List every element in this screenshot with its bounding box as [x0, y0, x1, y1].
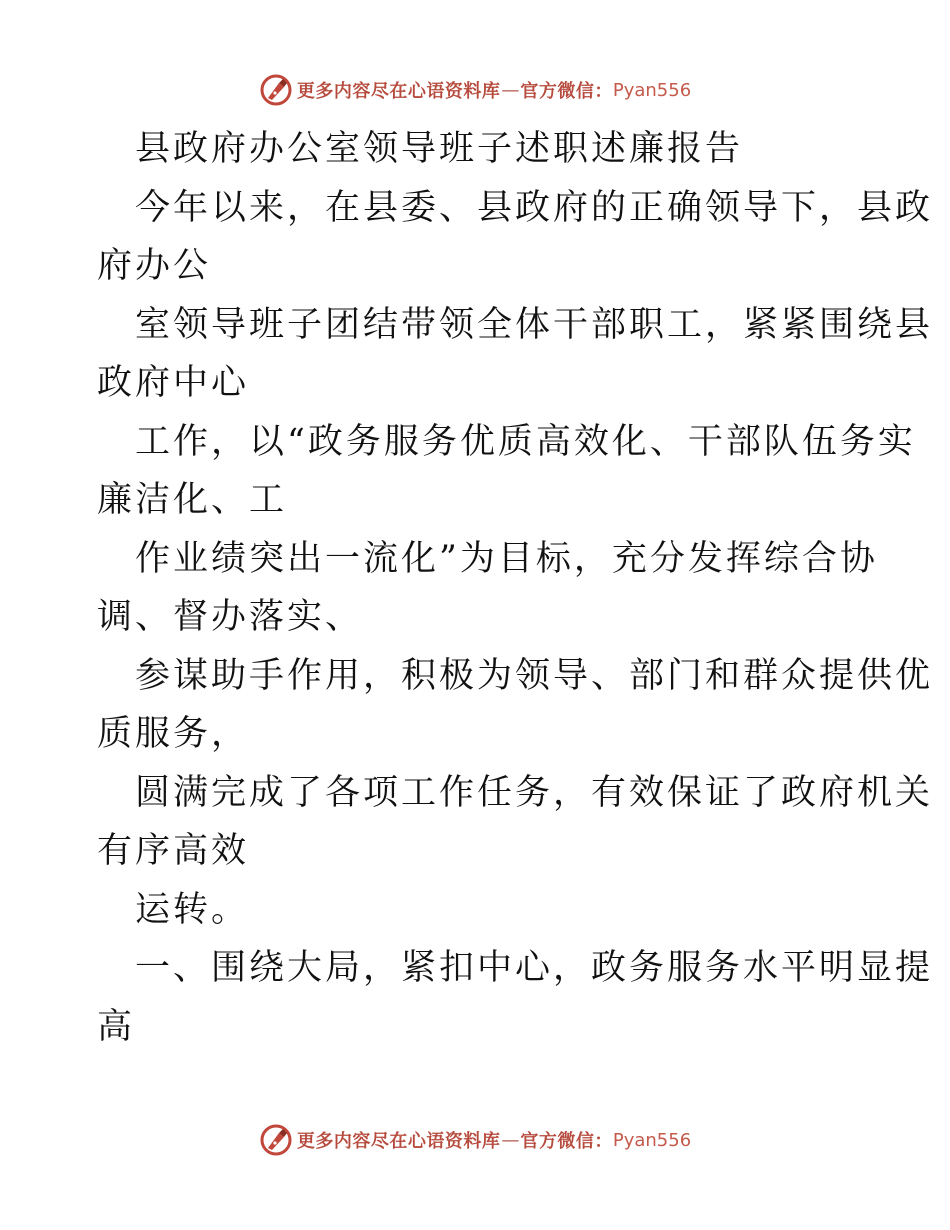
paragraph-line: 今年以来，在县委、县政府的正确领导下，县政	[135, 187, 934, 228]
paragraph-line: 廉洁化、工	[97, 480, 288, 520]
paragraph-line: 室领导班子团结带领全体干部职工，紧紧围绕县	[135, 304, 934, 345]
paragraph-line: 工作，以“政务服务优质高效化、干部队伍务实	[135, 421, 916, 462]
watermark-account: Pyan556	[612, 1129, 692, 1151]
paragraph-line: 圆满完成了各项工作任务，有效保证了政府机关	[135, 772, 934, 813]
pen-nib-circle-icon	[259, 73, 293, 107]
document-body	[97, 120, 934, 1056]
watermark-wechat-label: 官方微信：	[520, 1131, 613, 1152]
paragraph-line: 质服务，	[97, 714, 250, 754]
paragraph-line: 调、督办落实、	[97, 597, 364, 637]
pen-nib-circle-icon	[259, 1123, 293, 1157]
paragraph-line: 参谋助手作用，积极为领导、部门和群众提供优	[135, 655, 934, 696]
document-title: 县政府办公室领导班子述职述廉报告	[135, 129, 744, 169]
paragraph-line: 有序高效	[97, 831, 250, 871]
section-heading: 一、围绕大局，紧扣中心，政务服务水平明显提	[135, 948, 934, 988]
paragraph-line: 作业绩突出一流化”为目标，充分发挥综合协	[135, 538, 878, 579]
watermark-separator: —	[501, 79, 520, 101]
header-watermark	[0, 70, 950, 110]
watermark-site-text: 更多内容尽在心语资料库	[296, 1131, 501, 1152]
footer-watermark	[0, 1120, 950, 1160]
section-heading-continued: 高	[97, 1006, 136, 1047]
paragraph-line: 运转。	[135, 889, 250, 930]
watermark-wechat-label: 官方微信：	[520, 81, 613, 102]
paragraph-line: 政府中心	[97, 363, 250, 403]
watermark-account: Pyan556	[612, 79, 692, 101]
watermark-site-text: 更多内容尽在心语资料库	[296, 81, 501, 102]
paragraph-line: 府办公	[97, 246, 212, 286]
watermark-separator: —	[501, 1129, 520, 1151]
